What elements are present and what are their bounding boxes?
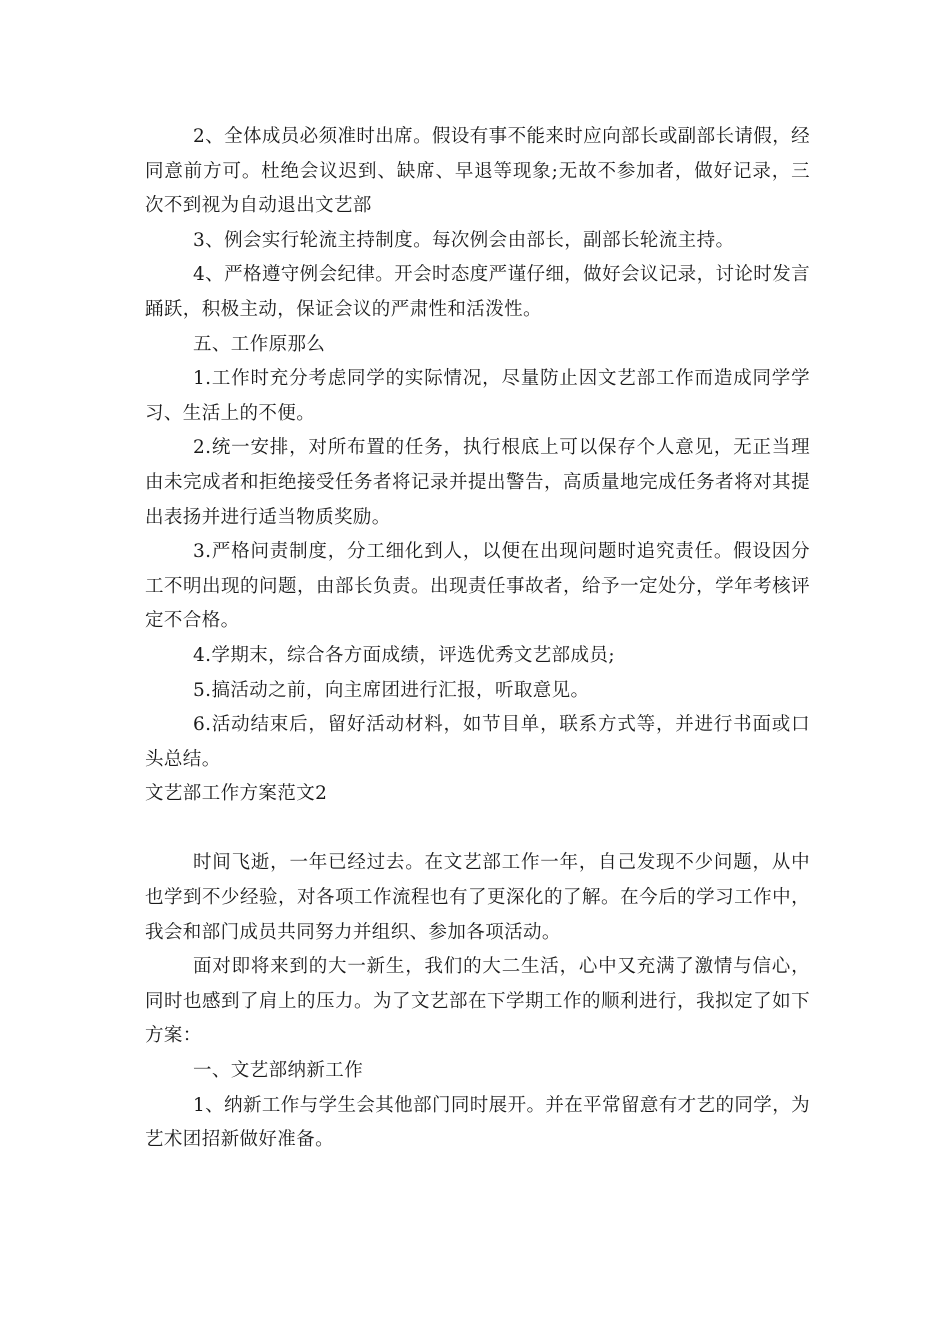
document-body: [145, 120, 810, 1158]
paragraph: 1、纳新工作与学生会其他部门同时展开。并在平常留意有才艺的同学，为艺术团招新做好准备。: [145, 1094, 810, 1151]
paragraph: 时间飞逝，一年已经过去。在文艺部工作一年，自己发现不少问题，从中也学到不少经验，对各项工作流程也有了更深化的了解。在今后的学习工作中，我会和部门成员共同努力并组织、参加各项活动。: [145, 852, 810, 943]
blank-line: [145, 812, 810, 847]
paragraph: 1.工作时充分考虑同学的实际情况，尽量防止因文艺部工作而造成同学学习、生活上的不便。: [145, 368, 810, 424]
document-section-title: 文艺部工作方案范文2: [145, 783, 328, 805]
paragraph: 2、全体成员必须准时出席。假设有事不能来时应向部长或副部长请假，经同意前方可。杜绝会议迟到、缺席、早退等现象;无故不参加者，做好记录，三次不到视为自动退出文艺部: [145, 126, 810, 217]
paragraph: 2.统一安排，对所布置的任务，执行根底上可以保存个人意见，无正当理由未完成者和拒绝接受任务者将记录并提出警告，高质量地完成任务者将对其提出表扬并进行适当物质奖励。: [145, 437, 810, 528]
paragraph: 6.活动结束后，留好活动材料，如节目单，联系方式等，并进行书面或口头总结。: [145, 714, 810, 770]
paragraph: 3.严格问责制度，分工细化到人，以便在出现问题时追究责任。假设因分工不明出现的问题，由部长负责。出现责任事故者，给予一定处分，学年考核评定不合格。: [145, 541, 810, 632]
section-heading: 五、工作原那么: [193, 333, 326, 355]
paragraph: 4、严格遵守例会纪律。开会时态度严谨仔细，做好会议记录，讨论时发言踊跃，积极主动，保证会议的严肃性和活泼性。: [145, 264, 810, 320]
paragraph: 3、例会实行轮流主持制度。每次例会由部长，副部长轮流主持。: [193, 229, 735, 251]
section-heading: 一、文艺部纳新工作: [193, 1060, 364, 1082]
paragraph: 5.搞活动之前，向主席团进行汇报，听取意见。: [193, 679, 590, 701]
paragraph: 4.学期末，综合各方面成绩，评选优秀文艺部成员;: [193, 644, 615, 666]
paragraph: 面对即将来到的大一新生，我们的大二生活，心中又充满了激情与信心，同时也感到了肩上的压力。为了文艺部在下学期工作的顺利进行，我拟定了如下方案：: [145, 956, 810, 1047]
